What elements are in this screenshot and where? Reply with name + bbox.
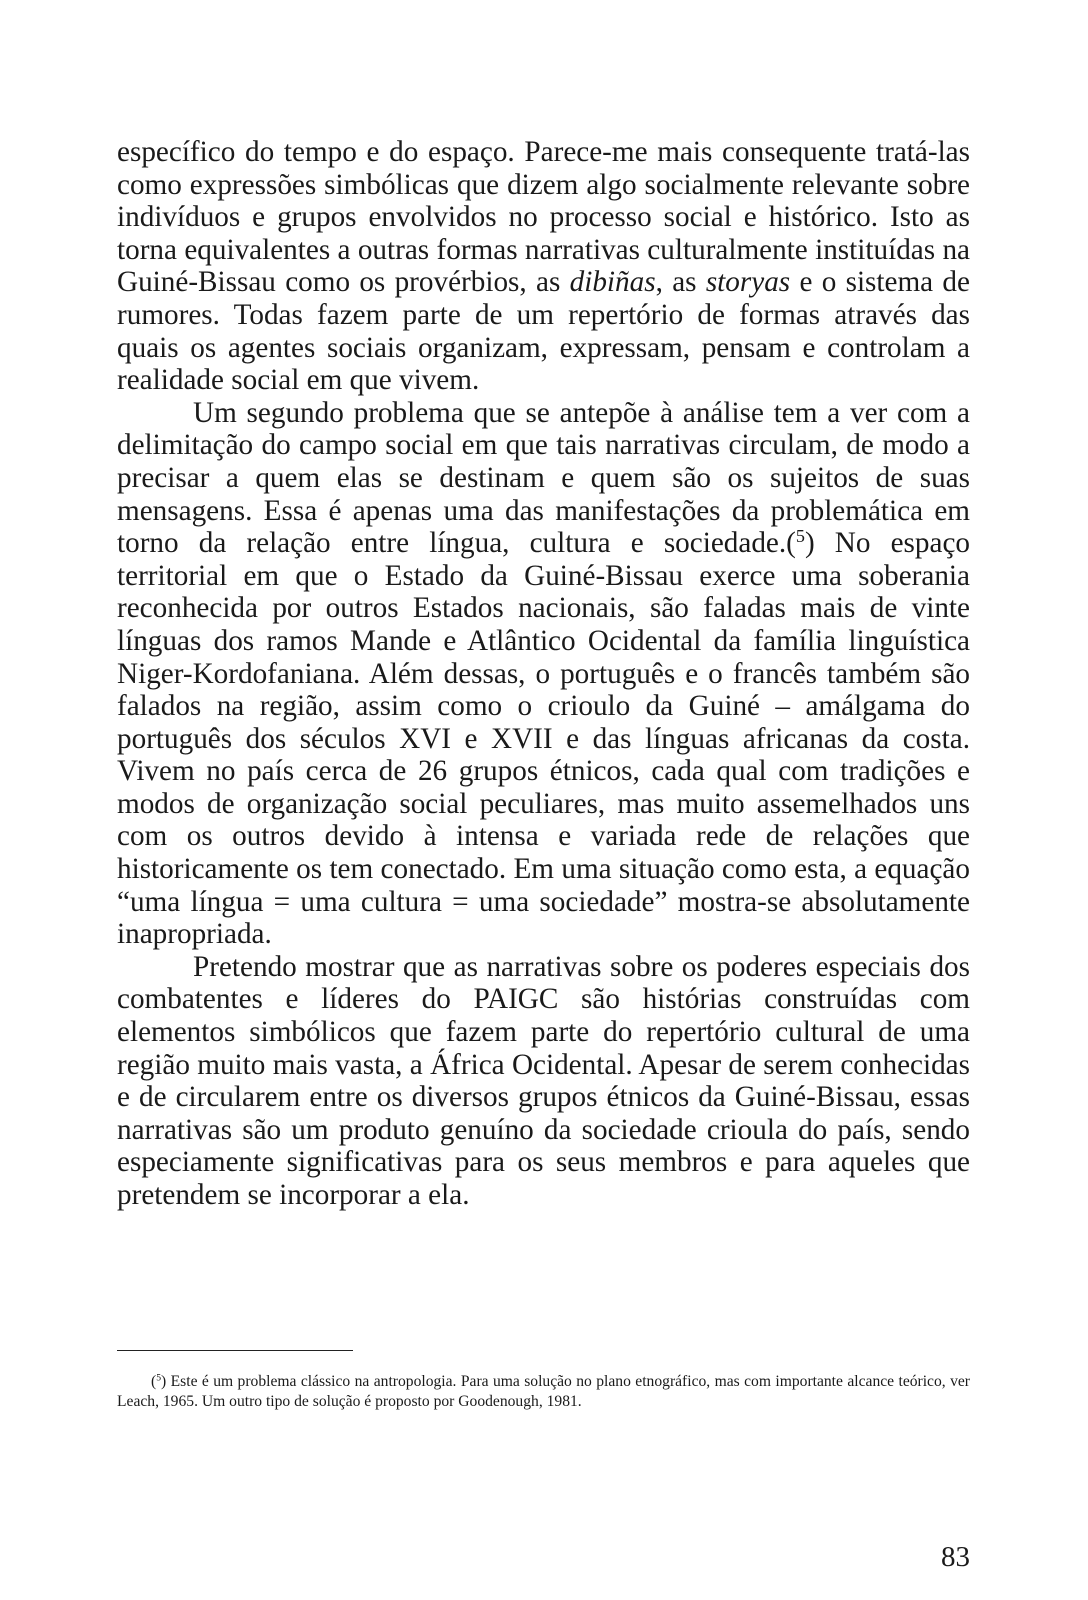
paragraph-2: Um segundo problema que se antepõe à análise tem a ver com a delimitação do campo social em que tais narrativas circulam, de modo a precisar a quem elas se destinam e quem são os sujeitos de suas mensagens. Essa é apenas uma das manifestações da problemática em torno da relação entre língua, cultura e sociedade.($^5$) No espaço territorial em que o Estado da Guiné-Bissau exerce uma soberania reconhecida por outros Estados nacionais, são faladas mais de vinte línguas dos ramos Mande e Atlântico Ocidental da família linguística Niger-Kordofaniana. Além dessas, o português e o francês também são falados na região, assim como o crioulo da Guiné – amálgama do português dos séculos XVI e XVII e das línguas africanas da costa. Vivem no país cerca de 26 grupos étnicos, cada qual com tradições e modos de organização social peculiares, mas muito assemelhados uns com os outros devido à intensa e variada rede de relações que historicamente os tem conectado. Em uma situação como esta, a equação “uma língua = uma cultura = uma sociedade” mostra-se absolutamente inapropriada. <box>117 396 970 951</box>
paragraph-3: Pretendo mostrar que as narrativas sobre os poderes especiais dos combatentes e líderes do PAIGC são histórias construídas com elementos simbólicos que fazem parte do repertório cultural de uma região muito mais vasta, a África Ocidental. Apesar de serem conhecidas e de circularem entre os diversos grupos étnicos da Guiné-Bissau, essas narrativas são um produto genuíno da sociedade crioula do país, sendo especiamente significativas para os seus membros e para aqueles que pretendem se incorporar a ela. <box>117 950 970 1211</box>
footnote-number: 5 <box>156 1372 162 1384</box>
term-dibinas: dibiñas <box>569 266 656 299</box>
footnote-text: Este é um problema clássico na antropologia. Para uma solução no plano etnográfico, mas com importante alcance teórico, ver Leach, 1965. Um outro tipo de solução é proposto por Goodenough, 1981. <box>117 1373 970 1410</box>
page-number: 83 <box>941 1541 970 1573</box>
term-storyas: storyas <box>705 266 791 299</box>
footnote: ($^5$) Este é um problema clássico na antropologia. Para uma solução no plano etnográfico, mas com importante alcance teórico, ver Leach, 1965. Um outro tipo de solução é proposto por Goodenough, 1981. <box>117 1372 970 1410</box>
paragraph-1: específico do tempo e do espaço. Parece-me mais consequente tratá-las como expressões simbólicas que dizem algo socialmente relevante sobre indivíduos e grupos envolvidos no processo social e histórico. Isto as torna equivalentes a outras formas narrativas culturalmente instituídas na Guiné-Bissau como os provérbios, as dibiñas, as storyas e o sistema de rumores. Todas fazem parte de um repertório de formas através das quais os agentes sociais organizam, expressam, pensam e controlam a realidade social em que vivem. <box>117 136 970 397</box>
footnote-reference: 5 <box>795 526 805 547</box>
main-text <box>117 136 970 1212</box>
footnote-separator <box>117 1350 353 1351</box>
